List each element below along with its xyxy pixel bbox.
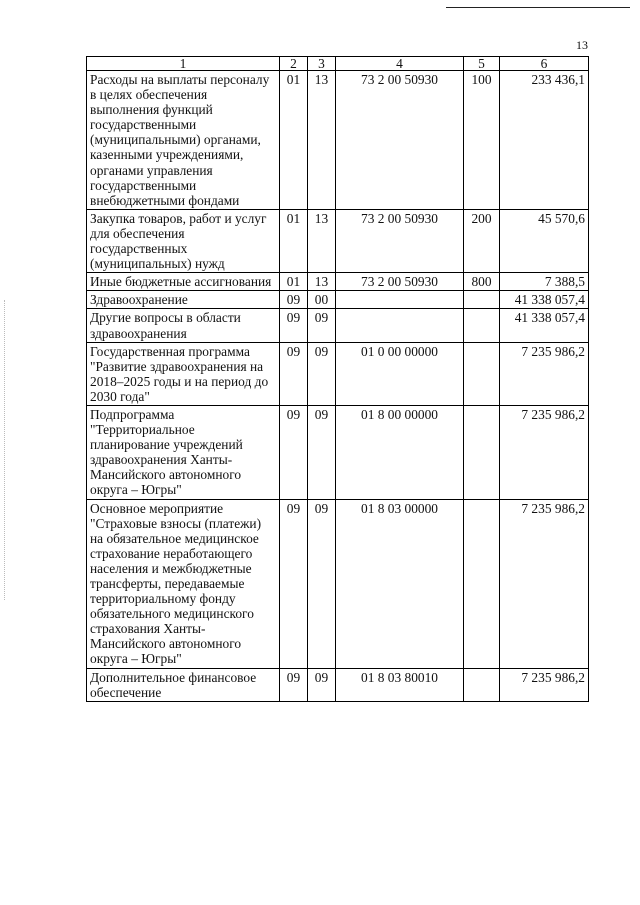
row-subsection: 00: [308, 291, 336, 309]
row-expense-type: [464, 342, 500, 405]
row-subsection: 09: [308, 668, 336, 701]
row-amount: 7 388,5: [500, 273, 589, 291]
row-target-article: 01 8 00 00000: [336, 405, 464, 499]
page-number: 13: [576, 38, 588, 52]
row-amount: 45 570,6: [500, 209, 589, 272]
row-name: Основное мероприятие "Страховые взносы (платежи) на обязательное медицинское страхование неработающего населения и межбюджетные трансферты, передаваемые территориальному фонду обязательного медицинского страхования Ханты-Мансийского автономного округа – Югры": [87, 499, 280, 668]
table-row: [87, 668, 589, 701]
table-row: [87, 71, 589, 210]
row-target-article: 01 8 03 00000: [336, 499, 464, 668]
table-row: [87, 499, 589, 668]
header-col-2: 2: [280, 57, 308, 71]
table-body: [87, 71, 589, 702]
scan-edge-mark: [4, 300, 6, 600]
row-expense-type: 200: [464, 209, 500, 272]
header-col-1: 1: [87, 57, 280, 71]
row-subsection: 13: [308, 209, 336, 272]
row-amount: 233 436,1: [500, 71, 589, 210]
row-section: 01: [280, 273, 308, 291]
header-col-4: 4: [336, 57, 464, 71]
row-expense-type: [464, 291, 500, 309]
row-name: Другие вопросы в области здравоохранения: [87, 309, 280, 342]
row-expense-type: [464, 309, 500, 342]
row-target-article: 73 2 00 50930: [336, 71, 464, 210]
row-target-article: [336, 291, 464, 309]
row-target-article: 01 8 03 80010: [336, 668, 464, 701]
row-name: Расходы на выплаты персоналу в целях обеспечения выполнения функций государственными (муниципальными) органами, казенными учреждениями, органами управления государственными внебюджетными фондами: [87, 71, 280, 210]
row-expense-type: [464, 499, 500, 668]
header-col-6: 6: [500, 57, 589, 71]
row-amount: 7 235 986,2: [500, 405, 589, 499]
row-target-article: 73 2 00 50930: [336, 209, 464, 272]
row-name: Иные бюджетные ассигнования: [87, 273, 280, 291]
row-subsection: 13: [308, 71, 336, 210]
table-header: [87, 57, 589, 71]
row-name: Государственная программа "Развитие здравоохранения на 2018–2025 годы и на период до 2030 года": [87, 342, 280, 405]
table-row: [87, 342, 589, 405]
table-row: [87, 309, 589, 342]
row-section: 09: [280, 499, 308, 668]
row-section: 01: [280, 209, 308, 272]
row-target-article: 73 2 00 50930: [336, 273, 464, 291]
row-section: 09: [280, 668, 308, 701]
row-expense-type: [464, 405, 500, 499]
table-row: [87, 405, 589, 499]
table-row: [87, 209, 589, 272]
row-amount: 7 235 986,2: [500, 668, 589, 701]
row-section: 09: [280, 291, 308, 309]
table-row: [87, 291, 589, 309]
row-name: Закупка товаров, работ и услуг для обеспечения государственных (муниципальных) нужд: [87, 209, 280, 272]
row-amount: 7 235 986,2: [500, 499, 589, 668]
budget-table: [86, 56, 589, 702]
row-amount: 41 338 057,4: [500, 291, 589, 309]
row-expense-type: [464, 668, 500, 701]
header-col-3: 3: [308, 57, 336, 71]
header-row: [87, 57, 589, 71]
row-subsection: 09: [308, 342, 336, 405]
row-subsection: 09: [308, 309, 336, 342]
row-name: Подпрограмма "Территориальное планирование учреждений здравоохранения Ханты-Мансийского автономного округа – Югры": [87, 405, 280, 499]
row-amount: 7 235 986,2: [500, 342, 589, 405]
row-target-article: [336, 309, 464, 342]
row-target-article: 01 0 00 00000: [336, 342, 464, 405]
row-section: 09: [280, 309, 308, 342]
row-section: 01: [280, 71, 308, 210]
row-subsection: 13: [308, 273, 336, 291]
row-amount: 41 338 057,4: [500, 309, 589, 342]
row-subsection: 09: [308, 405, 336, 499]
row-name: Здравоохранение: [87, 291, 280, 309]
row-subsection: 09: [308, 499, 336, 668]
row-section: 09: [280, 342, 308, 405]
top-rule: [446, 7, 630, 8]
row-expense-type: 100: [464, 71, 500, 210]
row-section: 09: [280, 405, 308, 499]
table-row: [87, 273, 589, 291]
row-expense-type: 800: [464, 273, 500, 291]
row-name: Дополнительное финансовое обеспечение: [87, 668, 280, 701]
header-col-5: 5: [464, 57, 500, 71]
